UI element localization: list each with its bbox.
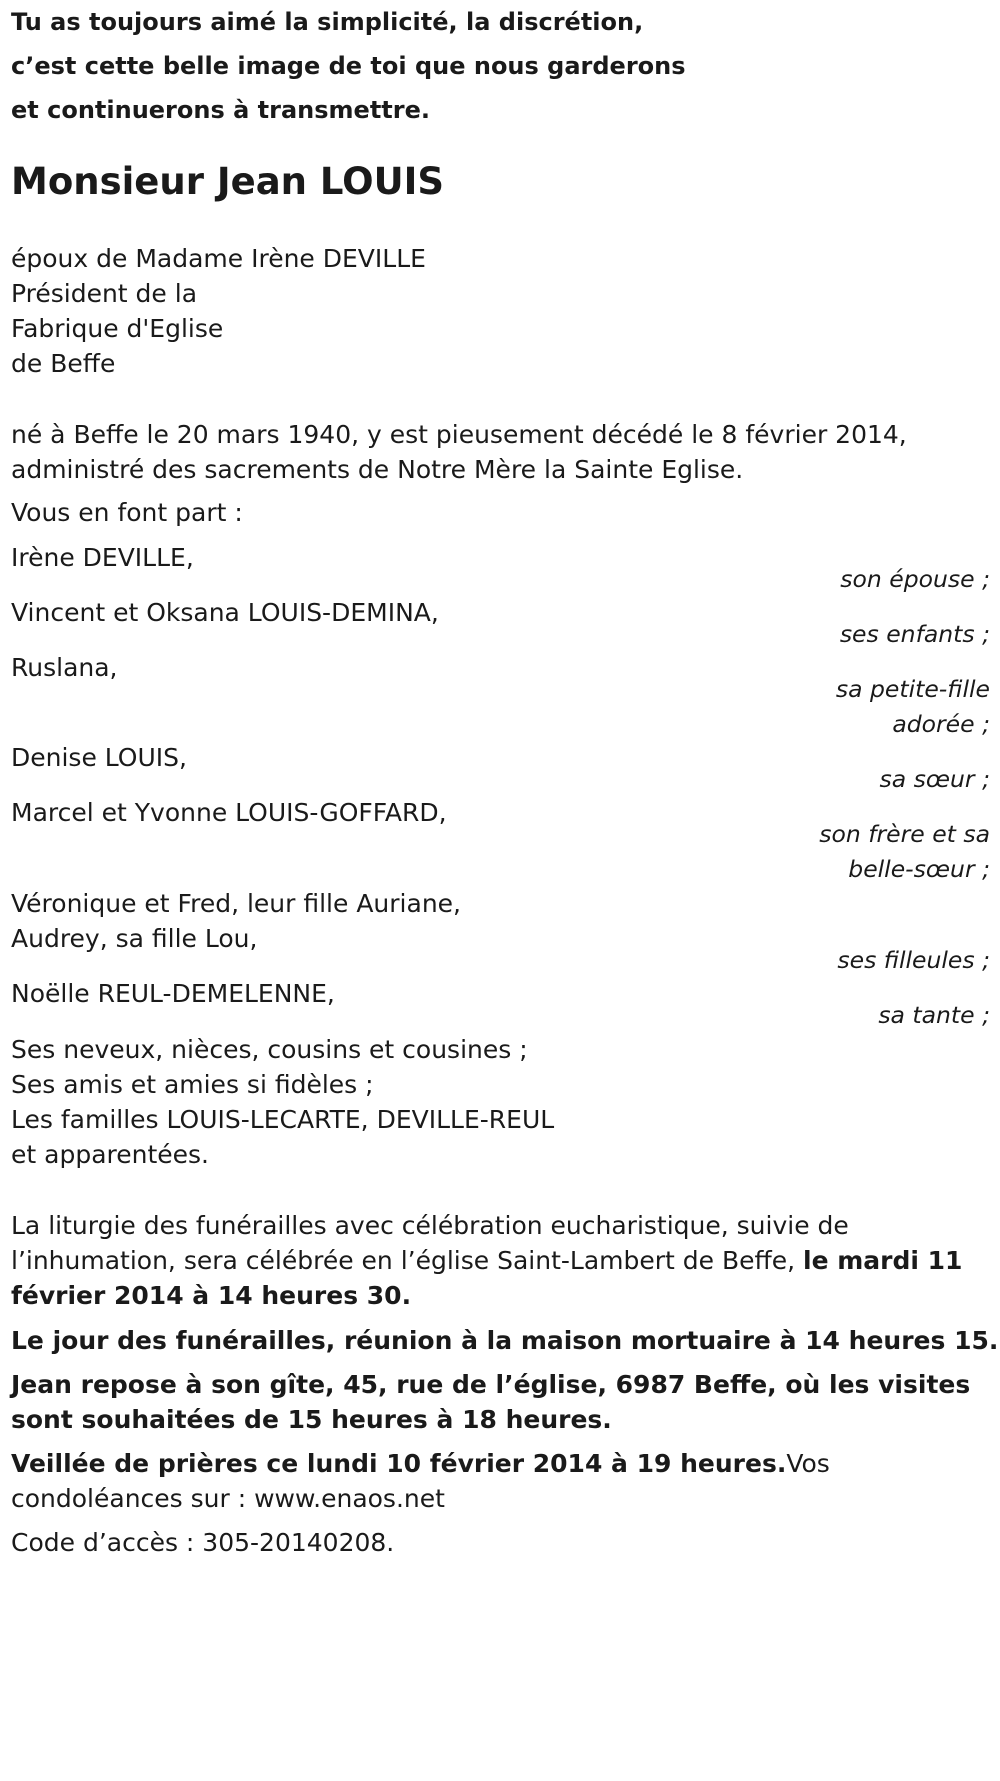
gathering-info: Le jour des funérailles, réunion à la maison mortuaire à 14 heures 15. bbox=[11, 1326, 999, 1355]
family-member-role: son épouse ; bbox=[840, 565, 990, 593]
family-member-name: Ruslana, bbox=[11, 653, 118, 682]
family-member-role: sa petite-fille bbox=[835, 675, 990, 703]
condolences-text: Vos bbox=[786, 1449, 830, 1478]
family-member-role: ses filleules ; bbox=[837, 946, 990, 974]
liturgy-text: l’inhumation, sera célébrée en l’église Saint-Lambert de Beffe, bbox=[11, 1246, 804, 1275]
family-member-name: Noëlle REUL-DEMELENNE, bbox=[11, 979, 335, 1008]
relatives-line: et apparentées. bbox=[11, 1140, 209, 1169]
liturgy-line bbox=[11, 1246, 962, 1275]
visits-line: sont souhaitées de 15 heures à 18 heures. bbox=[11, 1405, 612, 1434]
family-member-name: Vincent et Oksana LOUIS-DEMINA, bbox=[11, 598, 439, 627]
family-member-role: ses enfants ; bbox=[839, 620, 990, 648]
family-member-name: Irène DEVILLE, bbox=[11, 543, 194, 572]
deceased-name: Monsieur Jean LOUIS bbox=[11, 160, 445, 203]
title-line: Fabrique d'Eglise bbox=[11, 314, 224, 343]
birth-death-line: né à Beffe le 20 mars 1940, y est pieusement décédé le 8 février 2014, bbox=[11, 420, 907, 449]
liturgy-line: La liturgie des funérailles avec célébration eucharistique, suivie de bbox=[11, 1211, 849, 1240]
liturgy-date: le mardi 11 bbox=[803, 1246, 963, 1275]
title-line: époux de Madame Irène DEVILLE bbox=[11, 244, 426, 273]
motto-line: Tu as toujours aimé la simplicité, la discrétion, bbox=[11, 8, 644, 36]
family-member-role: son frère et sa bbox=[819, 820, 990, 848]
title-line: Président de la bbox=[11, 279, 198, 308]
motto-line: c’est cette belle image de toi que nous garderons bbox=[11, 52, 686, 80]
family-member-role: sa sœur ; bbox=[879, 765, 990, 793]
family-member-name: Audrey, sa fille Lou, bbox=[11, 924, 258, 953]
family-member-name: Denise LOUIS, bbox=[11, 743, 187, 772]
motto-line: et continuerons à transmettre. bbox=[11, 96, 430, 124]
birth-death-line: administré des sacrements de Notre Mère la Sainte Eglise. bbox=[11, 455, 744, 484]
family-member-name: Véronique et Fred, leur fille Auriane, bbox=[11, 889, 461, 918]
family-member-role: adorée ; bbox=[892, 710, 990, 738]
visits-line: Jean repose à son gîte, 45, rue de l’église, 6987 Beffe, où les visites bbox=[11, 1370, 971, 1399]
family-member-role: belle-sœur ; bbox=[848, 855, 990, 883]
condolences-line: condoléances sur : www.enaos.net bbox=[11, 1484, 445, 1513]
vigil-info: Veillée de prières ce lundi 10 février 2014 à 19 heures. bbox=[11, 1449, 787, 1478]
vigil-line bbox=[11, 1449, 830, 1478]
announcement: Vous en font part : bbox=[11, 498, 243, 527]
family-member-name: Marcel et Yvonne LOUIS-GOFFARD, bbox=[11, 798, 447, 827]
family-member-role: sa tante ; bbox=[878, 1001, 990, 1029]
title-line: de Beffe bbox=[11, 349, 116, 378]
relatives-line: Ses neveux, nièces, cousins et cousines ; bbox=[11, 1035, 528, 1064]
relatives-line: Ses amis et amies si fidèles ; bbox=[11, 1070, 374, 1099]
relatives-line: Les familles LOUIS-LECARTE, DEVILLE-REUL bbox=[11, 1105, 555, 1134]
liturgy-time: février 2014 à 14 heures 30. bbox=[11, 1281, 412, 1310]
access-code: Code d’accès : 305-20140208. bbox=[11, 1528, 395, 1557]
